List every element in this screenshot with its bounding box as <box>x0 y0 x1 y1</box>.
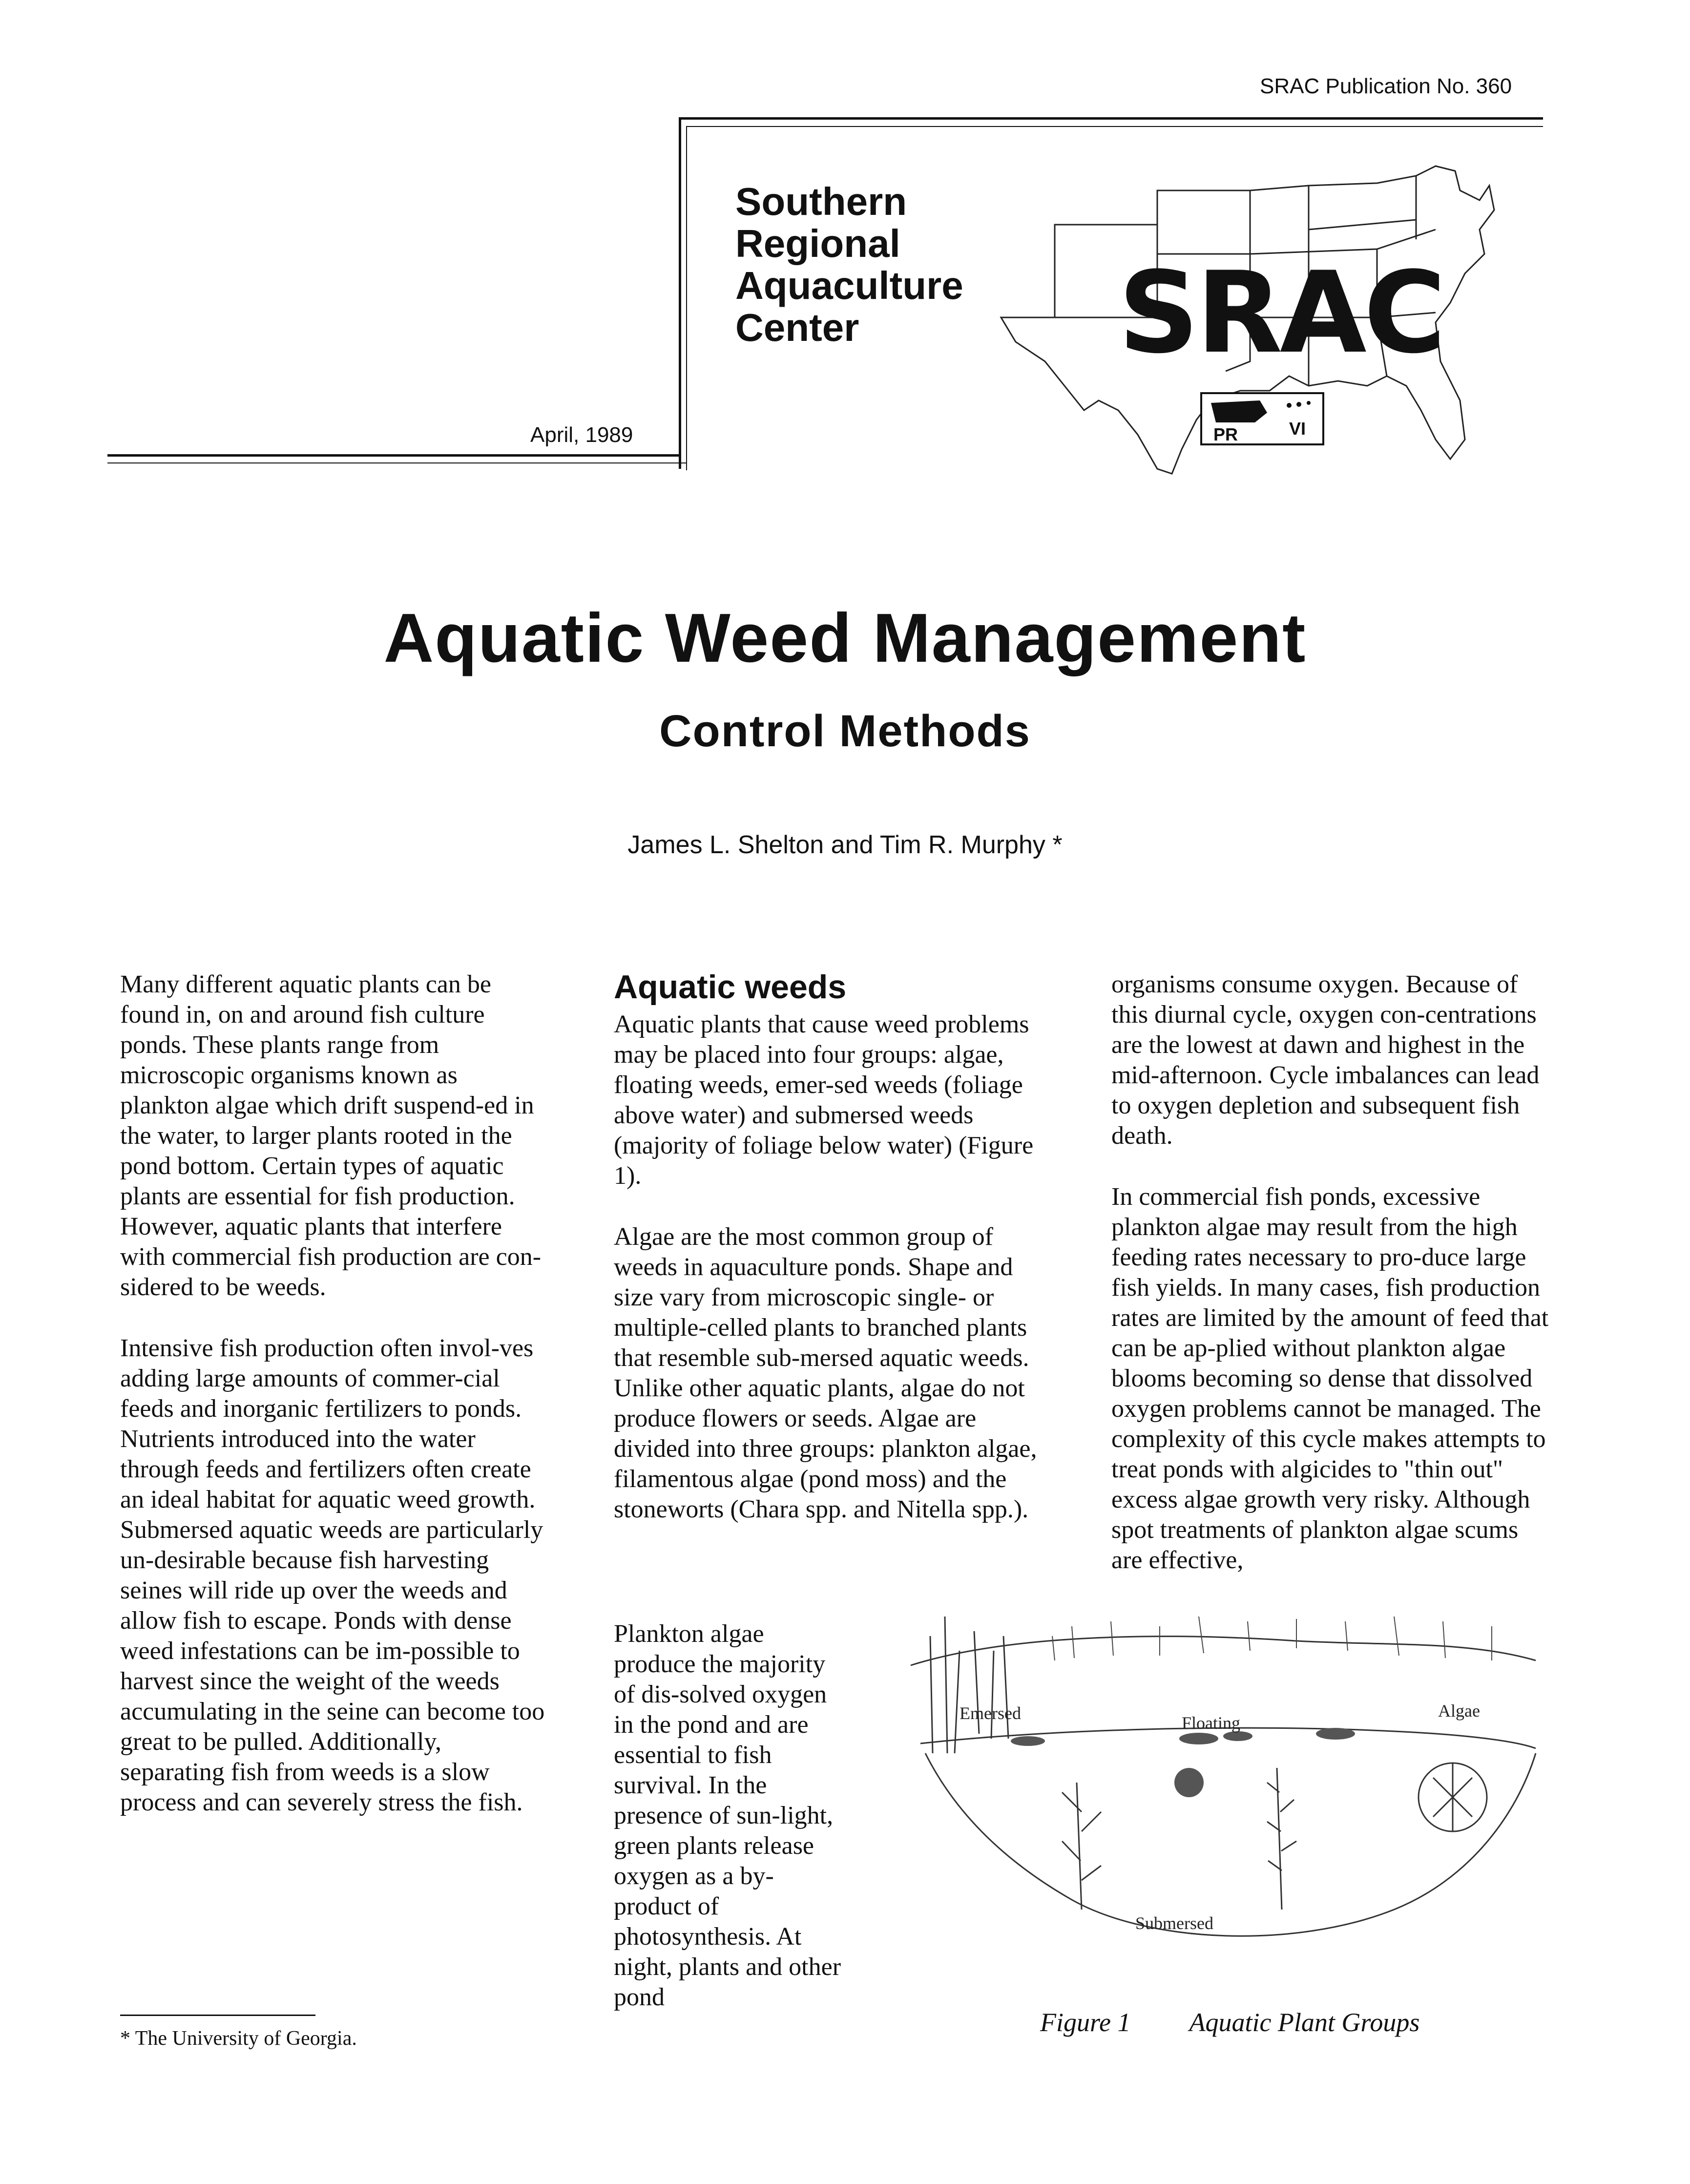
submersed-plant-1 <box>1062 1783 1101 1910</box>
paragraph: Algae are the most common group of weeds in aquaculture ponds. Shape and size vary from microscopic single- or multiple-celled plants to branched plants that resemble sub-mersed aquatic weeds. Unlike other aquatic plants, algae do not produce flowers or seeds. Algae are divided into three groups: plankton algae, filamentous algae (pond moss) and the stoneworts (Chara spp. and Nitella spp.). <box>614 1223 1037 1523</box>
srac-logo <box>996 156 1548 503</box>
document-subtitle: Control Methods <box>659 706 1031 756</box>
paragraph: Aquatic plants that cause weed problems may be placed into four groups: algae, floating weeds, emer-sed weeds (foliage above water) and submersed weeds (majority of foliage below water) (Figure 1). <box>614 1010 1034 1190</box>
center-name-line: Southern <box>735 180 907 223</box>
submersed-plant-2 <box>1267 1768 1296 1910</box>
algae-filaments <box>1433 1763 1472 1831</box>
header-top-rule <box>679 117 1543 120</box>
header-vertical-rule-thin <box>686 126 687 470</box>
figure-caption-number: Figure 1 <box>1040 2008 1131 2037</box>
footnote: * The University of Georgia. <box>120 2027 357 2050</box>
figure-label-algae: Algae <box>1438 1701 1480 1721</box>
center-name-line: Aquaculture <box>735 264 963 307</box>
column-1 <box>120 969 550 1848</box>
inset-label-pr: PR <box>1213 424 1238 444</box>
footnote-rule <box>120 2015 315 2016</box>
aquatic-plant-groups-figure <box>906 1607 1541 1949</box>
column-2 <box>614 969 1053 1555</box>
emersed-plant-stems <box>991 1636 1008 1739</box>
header-bottom-rule <box>107 454 681 457</box>
header-vertical-rule <box>679 117 681 469</box>
section-heading: Aquatic weeds <box>614 968 847 1006</box>
center-name <box>735 181 963 349</box>
center-name-line: Regional <box>735 222 900 265</box>
header-bottom-rule-thin <box>107 462 687 463</box>
column-3 <box>1111 969 1551 1606</box>
inset-label-vi: VI <box>1289 419 1306 439</box>
paragraph: organisms consume oxygen. Because of this diurnal cycle, oxygen con-centrations are the lowest at dawn and highest in the mid-afternoon. Cycle imbalances can lead to oxygen depletion and subsequent fish death. <box>1111 970 1540 1150</box>
figure-label-emersed: Emersed <box>960 1703 1021 1723</box>
figure-label-floating: Floating <box>1182 1713 1241 1733</box>
floating-plants-icon <box>1011 1728 1355 1797</box>
document-title: Aquatic Weed Management <box>383 599 1307 677</box>
header-top-rule-thin <box>686 126 1543 127</box>
figure-label-submersed: Submersed <box>1135 1913 1213 1933</box>
figure-caption-title: Aquatic Plant Groups <box>1189 2008 1420 2037</box>
shoreline-vegetation <box>1052 1617 1492 1660</box>
authors: James L. Shelton and Tim R. Murphy * <box>627 831 1063 859</box>
center-name-line: Center <box>735 306 859 349</box>
emersed-plant-stems <box>930 1617 979 1753</box>
paragraph: Many different aquatic plants can be found in, on and around fish culture ponds. These plants range from microscopic organisms known as plankton algae which drift suspend-ed in the water, to larger plants rooted in the pond bottom. Certain types of aquatic plants are essential for fish production. However, aquatic plants that interfere with commercial fish production are con-sidered to be weeds. <box>120 970 542 1301</box>
pond-bottom-line <box>925 1753 1536 1936</box>
paragraph: Intensive fish production often invol-ves adding large amounts of commer-cial feeds and inorganic fertilizers to ponds. Nutrients introduced into the water through feeds and fertilizers often create an ideal habitat for aquatic weed growth. Submersed aquatic weeds are particularly un-desirable because fish harvesting seines will ride up over the weeds and allow fish to escape. Ponds with dense weed infestations can be im-possible to harvest since the weight of the weeds accumulating in the seine can become too great to be pulled. Additionally, separating fish from weeds is a slow process and can severely stress the fish. <box>120 1334 545 1816</box>
publication-number: SRAC Publication No. 360 <box>1260 74 1512 98</box>
srac-wordmark-icon <box>1118 248 1443 378</box>
logo-letter-s: SRAC <box>1118 248 1443 378</box>
paragraph: In commercial fish ponds, excessive plankton algae may result from the high feeding rates necessary to pro-duce large fish yields. In many cases, fish production rates are limited by the amount of feed that can be ap-plied without plankton algae blooms becoming so dense that dissolved oxygen problems cannot be managed. The complexity of this cycle makes attempts to treat ponds with algicides to "thin out" excess algae growth very risky. Although spot treatments of plankton algae scums are effective, <box>1111 1183 1549 1574</box>
puerto-rico-icon <box>1211 400 1267 422</box>
publication-date: April, 1989 <box>530 423 633 447</box>
figure-caption <box>1040 2007 1478 2037</box>
paragraph-plankton-algae: Plankton algae produce the majority of dis-solved oxygen in the pond and are essential to fish survival. In the presence of sun-light, green plants release oxygen as a by-product of photosynthesis. At night, plants and other pond <box>614 1620 841 2011</box>
